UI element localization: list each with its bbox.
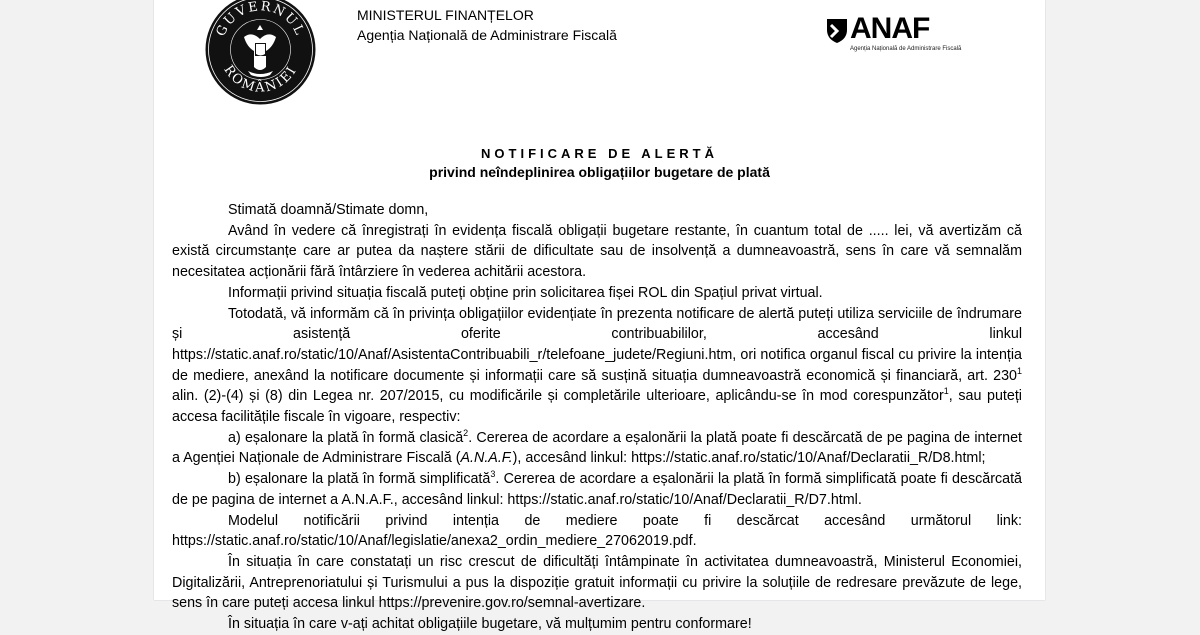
- prevenire-link[interactable]: https://prevenire.gov.ro/semnal-avertizare.: [378, 595, 646, 612]
- paragraph-arrears: Având în vedere că înregistrați în evidența fiscală obligații bugetare restante, în cuantum total de ..... lei, vă avertizăm că există circumstanțe care ar putea da naștere stării de dificultate sau de insolvență a dumneavoastră, sens în care vă semnalăm necesitatea acționării fără întârziere în vederea achitării acestora.: [172, 222, 1022, 281]
- salutation: Stimată doamnă/Stimate domn,: [228, 202, 429, 218]
- footnote-ref: 1: [1016, 365, 1022, 376]
- paragraph-option-a: a) eșalonare la plată în formă clasică$^2$. Cererea de acordare a eșalonării la plată poate fi descărcată de pe pagina de internet a Agenției Naționale de Administrare Fiscală (A.N.A.F.), accesând linkul: https://static.anaf.ro/static/10/Anaf/Declaratii_R/D8.html;: [172, 427, 1023, 467]
- document-subtitle: privind neîndeplinirea obligațiilor bugetare de plată: [429, 164, 770, 180]
- paragraph-option-b: b) eșalonare la plată în formă simplificată$^3$. Cererea de acordare a eșalonării la plată în formă simplificată poate fi descărcată de pe pagina de internet a A.N.A.F., accesând linkul: https://static.anaf.ro/static/10/Anaf/Declaratii_R/D7.html.: [172, 469, 1022, 508]
- government-seal-icon: [204, 0, 317, 106]
- paragraph-thanks: În situația în care v-ați achitat obligațiile bugetare, vă mulțumim pentru conformare!: [228, 616, 752, 633]
- anaf-logo-subtext: Agenția Națională de Administrare Fiscală: [850, 46, 962, 52]
- assistance-link[interactable]: https://static.anaf.ro/static/10/Anaf/AsistentaContribuabili_r/telefoane_judete/Regiuni.htm: [172, 346, 733, 363]
- anaf-logo: [826, 12, 966, 56]
- svg-text:GUVERNUL: GUVERNUL: [213, 0, 308, 39]
- anaf-shield-icon: [826, 18, 848, 44]
- mediation-model-link[interactable]: https://static.anaf.ro/static/10/Anaf/legislatie/anexa2_ordin_mediere_27062019.pdf.: [172, 533, 697, 550]
- svg-text:ROMÂNIEI: ROMÂNIEI: [220, 62, 301, 96]
- paragraph-assistance: Totodată, vă informăm că în privința obligațiilor evidențiate în prezenta notificare de alertă puteți utiliza serviciile de îndrumare și asistență oferite contribuabililor, accesând linkul https://static.anaf.ro/static/10/Anaf/AsistentaContribuabili_r/telefoane_judete/Regiuni.htm, ori notifica organul fiscal cu privire la intenția de mediere, anexând la notificare documente și informații care să susțină situația dumneavoastră economică și financiară, art. $230^1$ alin. (2)-(4) și (8) din Legea nr. 207/2015, cu modificările și completările ulterioare, aplicându-se în mod corespunzător$^1$, sau puteți accesa facilitățile fiscale în vigoare, respectiv:: [172, 305, 1022, 426]
- d7-form-link[interactable]: https://static.anaf.ro/static/10/Anaf/Declaratii_R/D7.html.: [507, 491, 862, 508]
- document-page: [154, 0, 1045, 633]
- paragraph-rol: Informații privind situația fiscală puteți obține prin solicitarea fișei ROL din Spațiul privat virtual.: [228, 284, 823, 301]
- paragraph-mediation-model: Modelul notificării privind intenția de mediere poate fi descărcat accesând următorul link: https://static.anaf.ro/static/10/Anaf/legislatie/anexa2_ordin_mediere_27062019.pdf.: [172, 512, 1022, 550]
- ministry-name: MINISTERUL FINANȚELOR: [357, 7, 534, 23]
- ministry-header: [357, 5, 617, 45]
- d8-form-link[interactable]: https://static.anaf.ro/static/10/Anaf/Declaratii_R/D8.html;: [631, 450, 986, 467]
- document-body: [172, 200, 1022, 635]
- footnote-ref: 2: [463, 427, 469, 438]
- document-title: NOTIFICARE DE ALERTĂ: [481, 146, 718, 161]
- footnote-ref: 1: [943, 386, 949, 397]
- footnote-ref: 3: [490, 469, 496, 480]
- anaf-logo-text: ANAF: [850, 12, 930, 45]
- paragraph-risk: În situația în care constatați un risc crescut de dificultăți întâmpinate în activitatea dumneavoastră, Ministerul Economiei, Digitalizării, Antreprenoriatului și Turismului a pus la dispoziție gratuit informații cu privire la soluțiile de redresare prevăzute de lege, sens în care puteți accesa linkul https://prevenire.gov.ro/semnal-avertizare.: [172, 553, 1022, 612]
- agency-name: Agenția Națională de Administrare Fiscală: [357, 27, 617, 43]
